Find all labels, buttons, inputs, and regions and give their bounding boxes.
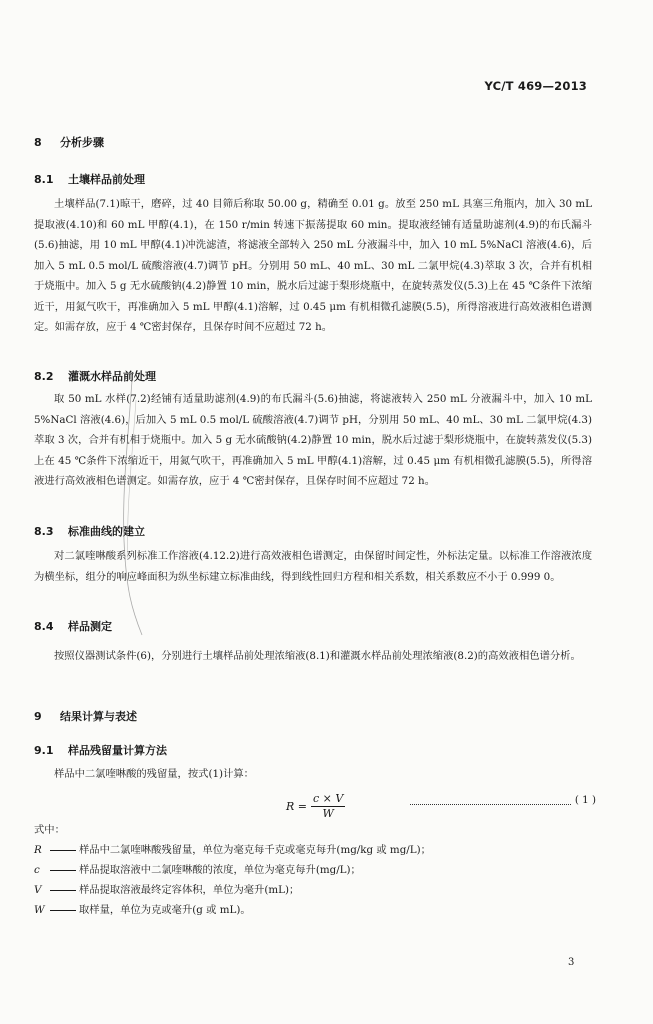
definition-text: 样品提取溶液最终定容体积，单位为毫升(mL)； [79, 884, 300, 896]
section-number: 9.1 [34, 744, 54, 757]
section-number: 8.3 [34, 525, 54, 538]
formula-lhs: R = [286, 800, 307, 813]
equation-number-text: ( 1 ) [574, 794, 596, 806]
definition-dash [50, 910, 76, 911]
section-title: 样品残留量计算方法 [68, 744, 167, 757]
section-number: 9 [34, 710, 42, 723]
section-8-2-paragraph: 取 50 mL 水样(7.2)经铺有适量助滤剂(4.9)的布氏漏斗(5.6)抽滤，将滤液转入 250 mL 分液漏斗中，加入 10 mL 5%NaCl 溶液(4.6)，后加入 5 mL 0.5 mol/L 硫酸溶液(4.7)调节 pH，分别用 50 mL、40 mL、30 mL 二氯甲烷(4.3)萃取 3 次，合并有机相于烧瓶中。加入 5 g 无水硫酸钠(4.2)静置 10 min，脱水后过滤于梨形烧瓶中，在旋转蒸发仪(5.3)上在 45 ℃条件下浓缩近干，用氮气吹干，再准确加入 5 mL 甲醇(4.1)溶解，过 0.45 μm 有机相微孔滤膜(5.5)，所得溶液进行高效液相色谱测定。如需存放，应于 4 ℃密封保存，且保存时间不应超过 72 h。 [34, 393, 592, 487]
section-title: 灌溉水样品前处理 [68, 370, 156, 383]
section-title: 土壤样品前处理 [68, 173, 145, 186]
where-label: 式中： [34, 824, 65, 836]
section-number: 8.1 [34, 173, 54, 186]
definition-dash [50, 850, 76, 851]
definition-text: 取样量，单位为克或毫升(g 或 mL)。 [79, 904, 251, 916]
leader-dots [410, 796, 571, 805]
definition-row [34, 900, 594, 920]
section-8-1-heading [34, 171, 145, 187]
section-number: 8.4 [34, 620, 54, 633]
section-9-heading [34, 708, 137, 724]
section-title: 标准曲线的建立 [68, 525, 145, 538]
section-8-heading [34, 134, 104, 150]
definition-text: 样品中二氯喹啉酸残留量，单位为毫克每千克或毫克每升(mg/kg 或 mg/L)； [79, 844, 431, 856]
section-title: 分析步骤 [60, 136, 104, 149]
section-title: 样品测定 [68, 620, 112, 633]
definition-row [34, 860, 594, 880]
formula-denominator: W [322, 807, 334, 820]
section-9-1-heading [34, 742, 167, 758]
section-8-3-paragraph: 对二氯喹啉酸系列标准工作溶液(4.12.2)进行高效液相色谱测定，由保留时间定性，外标法定量。以标准工作溶液浓度为横坐标，组分的响应峰面积为纵坐标建立标准曲线，得到线性回归方程和相关系数，相关系数应不小于 0.999 0。 [34, 550, 592, 583]
section-8-2-heading [34, 368, 156, 384]
section-8-1-paragraph: 土壤样品(7.1)晾干，磨碎，过 40 目筛后称取 50.00 g，精确至 0.01 g。放至 250 mL 具塞三角瓶内，加入 30 mL 提取液(4.10)和 60 mL 甲醇(4.1)，在 150 r/min 转速下振荡提取 60 min。提取液经铺有适量助滤剂(4.9)的布氏漏斗(5.6)抽滤，用 10 mL 甲醇(4.1)冲洗滤渣，将滤液全部转入 250 mL 分液漏斗中，加入 10 mL 5%NaCl 溶液(4.6)，后加入 5 mL 0.5 mol/L 硫酸溶液(4.7)调节 pH。分别用 50 mL、40 mL、30 mL 二氯甲烷(4.3)萃取 3 次，合并有机相于烧瓶中。加入 5 g 无水硫酸钠(4.2)静置 10 min，脱水后过滤于梨形烧瓶中，在旋转蒸发仪(5.3)上在 45 ℃条件下浓缩近干，用氮气吹干，再准确加入 5 mL 甲醇(4.1)溶解，过 0.45 μm 有机相微孔滤膜(5.5)，所得溶液进行高效液相色谱测定。如需存放，应于 4 ℃密封保存，且保存时间不应超过 72 h。 [34, 198, 592, 333]
definition-symbol: R [34, 844, 42, 856]
formula-intro: 样品中二氯喹啉酸的残留量，按式(1)计算： [54, 768, 254, 780]
definition-dash [50, 870, 76, 871]
section-number: 8.2 [34, 370, 54, 383]
definition-symbol: W [34, 904, 45, 916]
definition-text: 样品提取溶液中二氯喹啉酸的浓度，单位为毫克每升(mg/L)； [79, 864, 361, 876]
standard-code: YC/T 469—2013 [484, 79, 587, 93]
equation-number [410, 794, 596, 806]
formula-fraction [311, 792, 345, 821]
section-number: 8 [34, 136, 42, 149]
section-8-4-heading [34, 618, 112, 634]
formula-1 [286, 792, 345, 821]
symbol-definitions [34, 840, 594, 920]
section-title: 结果计算与表述 [60, 710, 137, 723]
definition-symbol: c [34, 864, 40, 876]
definition-symbol: V [34, 884, 42, 896]
page-number: 3 [568, 957, 575, 968]
definition-row [34, 880, 594, 900]
definition-dash [50, 890, 76, 891]
section-8-4-paragraph: 按照仪器测试条件(6)，分别进行土壤样品前处理浓缩液(8.1)和灌溉水样品前处理浓缩液(8.2)的高效液相色谱分析。 [54, 650, 581, 662]
section-8-3-heading [34, 523, 145, 539]
formula-numerator: c × V [313, 792, 344, 805]
definition-row [34, 840, 594, 860]
